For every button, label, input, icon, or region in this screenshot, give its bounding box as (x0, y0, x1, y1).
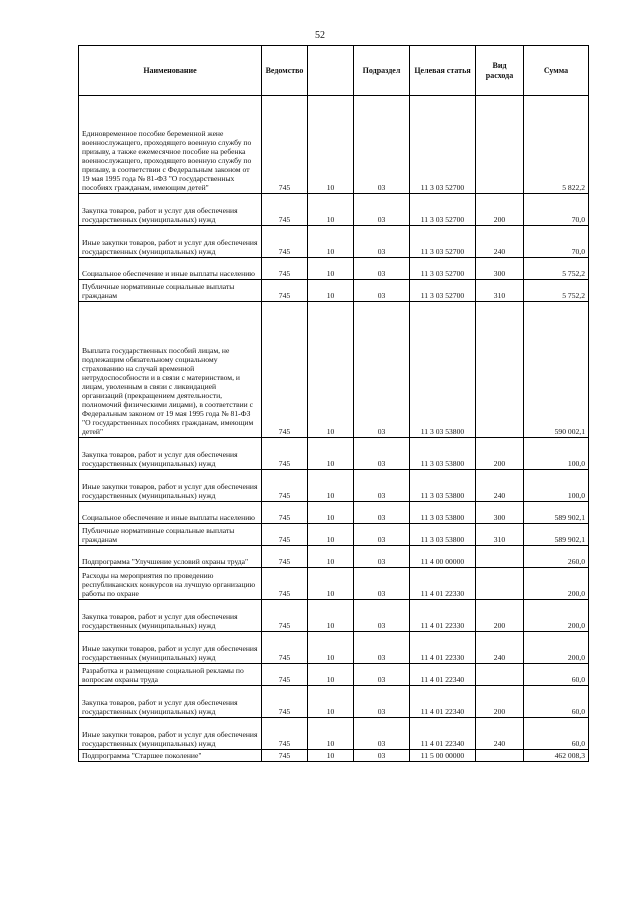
row-target-article: 11 4 01 22330 (410, 600, 476, 632)
row-target-article: 11 4 01 22340 (410, 664, 476, 686)
row-target-article: 11 3 03 53800 (410, 438, 476, 470)
header-section (308, 46, 354, 96)
row-subsection: 03 (354, 568, 410, 600)
row-name: Иные закупки товаров, работ и услуг для обеспечения государственных (муниципальных) нужд (79, 226, 262, 258)
row-section: 10 (308, 438, 354, 470)
table-row (79, 632, 589, 664)
row-name: Закупка товаров, работ и услуг для обеспечения государственных (муниципальных) нужд (79, 194, 262, 226)
row-ministry: 745 (262, 96, 308, 194)
row-subsection: 03 (354, 546, 410, 568)
row-subsection: 03 (354, 96, 410, 194)
row-expense-type (476, 546, 524, 568)
row-name: Закупка товаров, работ и услуг для обеспечения государственных (муниципальных) нужд (79, 438, 262, 470)
row-subsection: 03 (354, 194, 410, 226)
row-name: Подпрограмма "Старшее поколение" (79, 750, 262, 762)
row-expense-type: 300 (476, 502, 524, 524)
row-subsection: 03 (354, 438, 410, 470)
row-name: Закупка товаров, работ и услуг для обеспечения государственных (муниципальных) нужд (79, 600, 262, 632)
row-name: Социальное обеспечение и иные выплаты населению (79, 258, 262, 280)
row-target-article: 11 4 00 00000 (410, 546, 476, 568)
row-ministry: 745 (262, 302, 308, 438)
row-section: 10 (308, 502, 354, 524)
row-target-article: 11 3 03 53800 (410, 524, 476, 546)
row-name: Выплата государственных пособий лицам, не подлежащим обязательному социальному страхованию на случай временной нетрудоспособности и в связи с материнством, и лицам, уволенным в связи с ликвидацией организаций (прекращением деятельности, полномочий физическими лицами), в соответствии с Федеральным законом от 19 мая 1995 года № 81-ФЗ "О государственных пособиях гражданам, имеющим детей" (79, 302, 262, 438)
row-amount: 70,0 (524, 226, 589, 258)
table-row (79, 718, 589, 750)
row-expense-type: 200 (476, 600, 524, 632)
row-section: 10 (308, 718, 354, 750)
row-name: Социальное обеспечение и иные выплаты населению (79, 502, 262, 524)
table-row (79, 686, 589, 718)
row-section: 10 (308, 686, 354, 718)
row-amount: 260,0 (524, 546, 589, 568)
row-expense-type: 300 (476, 258, 524, 280)
row-subsection: 03 (354, 664, 410, 686)
row-amount: 462 008,3 (524, 750, 589, 762)
row-subsection: 03 (354, 302, 410, 438)
row-target-article: 11 4 01 22340 (410, 686, 476, 718)
row-ministry: 745 (262, 502, 308, 524)
row-amount: 100,0 (524, 438, 589, 470)
row-ministry: 745 (262, 226, 308, 258)
row-section: 10 (308, 302, 354, 438)
row-ministry: 745 (262, 524, 308, 546)
row-amount: 589 902,1 (524, 502, 589, 524)
row-expense-type (476, 568, 524, 600)
table-row (79, 664, 589, 686)
row-target-article: 11 5 00 00000 (410, 750, 476, 762)
table-row (79, 502, 589, 524)
row-target-article: 11 4 01 22330 (410, 568, 476, 600)
row-expense-type: 240 (476, 718, 524, 750)
row-expense-type: 240 (476, 470, 524, 502)
row-expense-type: 310 (476, 280, 524, 302)
row-expense-type: 200 (476, 194, 524, 226)
row-target-article: 11 3 03 53800 (410, 302, 476, 438)
row-subsection: 03 (354, 524, 410, 546)
row-ministry: 745 (262, 280, 308, 302)
row-expense-type (476, 750, 524, 762)
row-section: 10 (308, 258, 354, 280)
row-ministry: 745 (262, 194, 308, 226)
row-ministry: 745 (262, 632, 308, 664)
table-row (79, 194, 589, 226)
row-amount: 60,0 (524, 686, 589, 718)
row-section: 10 (308, 194, 354, 226)
row-amount: 60,0 (524, 664, 589, 686)
row-subsection: 03 (354, 258, 410, 280)
row-section: 10 (308, 600, 354, 632)
row-subsection: 03 (354, 470, 410, 502)
header-subsection: Подраздел (354, 46, 410, 96)
header-amount: Сумма (524, 46, 589, 96)
row-amount: 200,0 (524, 600, 589, 632)
row-expense-type (476, 96, 524, 194)
row-subsection: 03 (354, 280, 410, 302)
row-name: Расходы на мероприятия по проведению республиканских конкурсов на лучшую организацию работы по охране (79, 568, 262, 600)
row-expense-type: 200 (476, 438, 524, 470)
header-target-article: Целевая статья (410, 46, 476, 96)
table-row (79, 750, 589, 762)
row-section: 10 (308, 524, 354, 546)
row-target-article: 11 3 03 52700 (410, 258, 476, 280)
row-ministry: 745 (262, 258, 308, 280)
row-amount: 5 752,2 (524, 258, 589, 280)
row-name: Публичные нормативные социальные выплаты гражданам (79, 524, 262, 546)
row-subsection: 03 (354, 600, 410, 632)
table-row (79, 96, 589, 194)
table-row (79, 470, 589, 502)
row-amount: 590 002,1 (524, 302, 589, 438)
row-section: 10 (308, 664, 354, 686)
row-name: Закупка товаров, работ и услуг для обеспечения государственных (муниципальных) нужд (79, 686, 262, 718)
row-target-article: 11 3 03 53800 (410, 470, 476, 502)
row-amount: 200,0 (524, 632, 589, 664)
header-expense-type: Вид расхода (476, 46, 524, 96)
row-name: Иные закупки товаров, работ и услуг для обеспечения государственных (муниципальных) нужд (79, 470, 262, 502)
row-subsection: 03 (354, 750, 410, 762)
row-section: 10 (308, 568, 354, 600)
table-row (79, 546, 589, 568)
row-amount: 70,0 (524, 194, 589, 226)
row-name: Иные закупки товаров, работ и услуг для обеспечения государственных (муниципальных) нужд (79, 632, 262, 664)
row-amount: 200,0 (524, 568, 589, 600)
row-subsection: 03 (354, 226, 410, 258)
row-target-article: 11 3 03 52700 (410, 226, 476, 258)
row-amount: 5 822,2 (524, 96, 589, 194)
row-section: 10 (308, 96, 354, 194)
row-expense-type: 200 (476, 686, 524, 718)
row-target-article: 11 3 03 52700 (410, 194, 476, 226)
row-section: 10 (308, 750, 354, 762)
row-expense-type (476, 664, 524, 686)
header-ministry: Ведомство (262, 46, 308, 96)
row-amount: 100,0 (524, 470, 589, 502)
row-ministry: 745 (262, 664, 308, 686)
table-row (79, 568, 589, 600)
row-ministry: 745 (262, 718, 308, 750)
row-target-article: 11 4 01 22340 (410, 718, 476, 750)
row-section: 10 (308, 470, 354, 502)
table-row (79, 258, 589, 280)
row-target-article: 11 3 03 52700 (410, 96, 476, 194)
row-subsection: 03 (354, 718, 410, 750)
row-name: Подпрограмма "Улучшение условий охраны труда" (79, 546, 262, 568)
row-ministry: 745 (262, 600, 308, 632)
row-section: 10 (308, 632, 354, 664)
row-ministry: 745 (262, 546, 308, 568)
row-target-article: 11 4 01 22330 (410, 632, 476, 664)
table-row (79, 302, 589, 438)
row-ministry: 745 (262, 686, 308, 718)
row-amount: 5 752,2 (524, 280, 589, 302)
row-name: Единовременное пособие беременной жене военнослужащего, проходящего военную службу по призыву, а также ежемесячное пособие на ребенка военнослужащего, проходящего военную службу по призыву, в соответствии с Федеральным законом от 19 мая 1995 года № 81-ФЗ "О государственных пособиях гражданам, имеющим детей" (79, 96, 262, 194)
row-expense-type: 240 (476, 226, 524, 258)
row-expense-type: 310 (476, 524, 524, 546)
row-name: Разработка и размещение социальной рекламы по вопросам охраны труда (79, 664, 262, 686)
row-expense-type: 240 (476, 632, 524, 664)
row-section: 10 (308, 226, 354, 258)
row-amount: 589 902,1 (524, 524, 589, 546)
row-ministry: 745 (262, 750, 308, 762)
table-row (79, 524, 589, 546)
row-section: 10 (308, 546, 354, 568)
header-name: Наименование (79, 46, 262, 96)
row-target-article: 11 3 03 52700 (410, 280, 476, 302)
table-row (79, 226, 589, 258)
row-amount: 60,0 (524, 718, 589, 750)
row-target-article: 11 3 03 53800 (410, 502, 476, 524)
row-section: 10 (308, 280, 354, 302)
table-row (79, 280, 589, 302)
budget-table (78, 45, 589, 762)
row-ministry: 745 (262, 438, 308, 470)
row-subsection: 03 (354, 502, 410, 524)
table-header-row (79, 46, 589, 96)
table-row (79, 438, 589, 470)
table-row (79, 600, 589, 632)
row-name: Публичные нормативные социальные выплаты гражданам (79, 280, 262, 302)
row-subsection: 03 (354, 686, 410, 718)
row-ministry: 745 (262, 470, 308, 502)
row-expense-type (476, 302, 524, 438)
row-name: Иные закупки товаров, работ и услуг для обеспечения государственных (муниципальных) нужд (79, 718, 262, 750)
row-subsection: 03 (354, 632, 410, 664)
page-number: 52 (315, 30, 325, 41)
row-ministry: 745 (262, 568, 308, 600)
